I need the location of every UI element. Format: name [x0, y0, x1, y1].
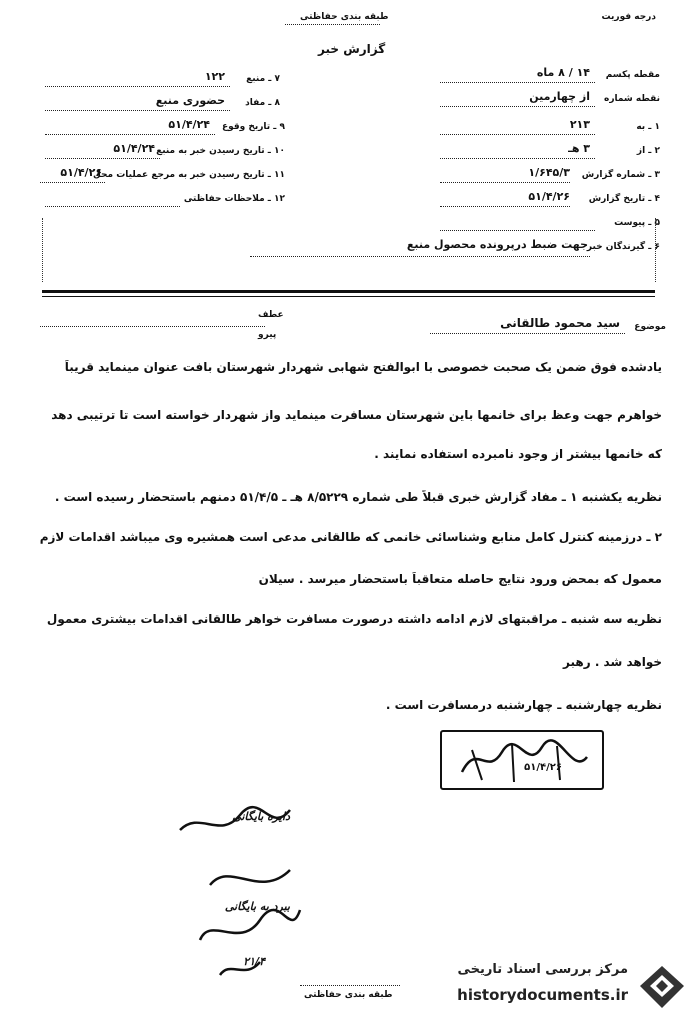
form-title: گزارش خبر — [318, 42, 386, 56]
field-label: ۱۱ ـ تاریخ رسیدن خبر به مرجع عملیات محل — [93, 170, 285, 180]
classification-header: طبقه بندی حفاظتی — [300, 12, 389, 22]
field-value: ۱۴ / ۸ ماه — [536, 66, 590, 79]
body-line: یادشده فوق ضمن یک صحبت خصوصی با ابوالفتح شهابی شهردار شهرستان بافت عنوان مینماید قریباً — [64, 360, 662, 374]
field-label: ۱۰ ـ تاریخ رسیدن خبر به منبع — [156, 146, 285, 156]
body-line: نظریه یکشنبه ۱ ـ مفاد گزارش خبری قبلاً طی شماره ۸/۵۲۲۹ هـ ـ ۵۱/۴/۵ دمنهم باستحضار رسیده است . — [54, 490, 662, 504]
field-label: ۹ ـ تاریخ وقوع — [221, 122, 285, 132]
body-line: خواهد شد . رهبر — [563, 655, 662, 669]
field-label: ۵ ـ پیوست — [614, 218, 660, 228]
separator — [42, 218, 44, 282]
watermark-url: historydocuments.ir — [457, 986, 628, 1004]
stamp-text: ۵۱/۴/۲۶ — [524, 762, 562, 773]
field-value: ۵۱/۴/۲۴ — [113, 142, 155, 155]
watermark — [418, 962, 693, 1012]
separator — [655, 218, 657, 282]
field-label: ۴ ـ تاریخ گزارش — [588, 194, 660, 204]
stamp-scribble — [442, 732, 602, 788]
field-value: ۲۱۳ — [569, 118, 590, 131]
field-value: جهت ضبط درپرونده محصول منبع — [406, 238, 588, 251]
field-value: حضوری منبع — [155, 94, 225, 107]
body-line: معمول که بمحض ورود نتایج حاصله متعاقباً باستحضار میرسد . سیلان — [258, 572, 662, 586]
field-label: ۶ ـ گیرندگان خبر — [586, 242, 660, 252]
field-label: ۳ ـ شماره گزارش — [581, 170, 660, 180]
field-label: نقطه شماره — [604, 94, 660, 104]
subject-label: موضوع — [634, 322, 666, 332]
signature-date: ۲۱/۴ — [243, 955, 265, 968]
receipt-stamp — [440, 730, 604, 790]
divider — [42, 290, 655, 293]
priority-label: درجه فوریت — [601, 12, 656, 22]
body-line: نظریه چهارشنبه ـ چهارشنبه درمسافرت است . — [385, 698, 662, 712]
field-value: ۵۱/۴/۲۶ — [60, 166, 102, 179]
field-value: از چهارمین — [529, 90, 590, 103]
classification-footer: طبقه بندی حفاظتی — [304, 990, 393, 1000]
divider — [42, 296, 655, 297]
archive-logo-icon — [636, 964, 688, 1010]
watermark-title: مرکز بررسی اسناد تاریخی — [457, 962, 628, 977]
field-label: ۸ ـ مفاد — [245, 98, 280, 108]
subject-value: سید محمود طالقانی — [500, 316, 620, 330]
field-value: ۵۱/۴/۲۴ — [168, 118, 210, 131]
body-line: ۲ ـ درزمینه کنترل کامل منابع وشناسائی خانمی که طالقانی مدعی است همشیره وی میباشد اقدامات لازم — [39, 530, 662, 544]
field-value: ۳ هـ — [568, 142, 590, 155]
body-line: که خانمها بیشتر از وجود نامبرده استفاده نمایند . — [374, 447, 662, 461]
ref-label-top: عطف — [258, 310, 284, 320]
field-label: مقطه پکسم — [605, 70, 660, 80]
field-label: ۱۲ ـ ملاحظات حفاظتی — [183, 194, 285, 204]
signature-sub: ببرد به بایگانی — [224, 900, 290, 913]
body-line: خواهرم جهت وعظ برای خانمها باین شهرستان مسافرت مینماید واز شهردار خواسته است تا ترتیبی دهد — [51, 408, 662, 422]
signature-text: دایره بایگانی — [232, 810, 290, 823]
field-value: ۱/۶۴۵/۳ — [528, 166, 570, 179]
body-line: نظریه سه شنبه ـ مراقبتهای لازم ادامه داشته درصورت مسافرت خواهر طالقانی اقدامات بیشتری معمول — [46, 612, 662, 626]
field-value: ۵۱/۴/۲۶ — [528, 190, 570, 203]
field-label: ۷ ـ منبع — [246, 74, 280, 84]
field-label: ۱ ـ به — [636, 122, 660, 132]
ref-label-bottom: پیرو — [258, 330, 277, 340]
classification-dots — [285, 24, 380, 25]
field-value: ۱۲۲ — [204, 70, 225, 83]
field-label: ۲ ـ از — [636, 146, 660, 156]
